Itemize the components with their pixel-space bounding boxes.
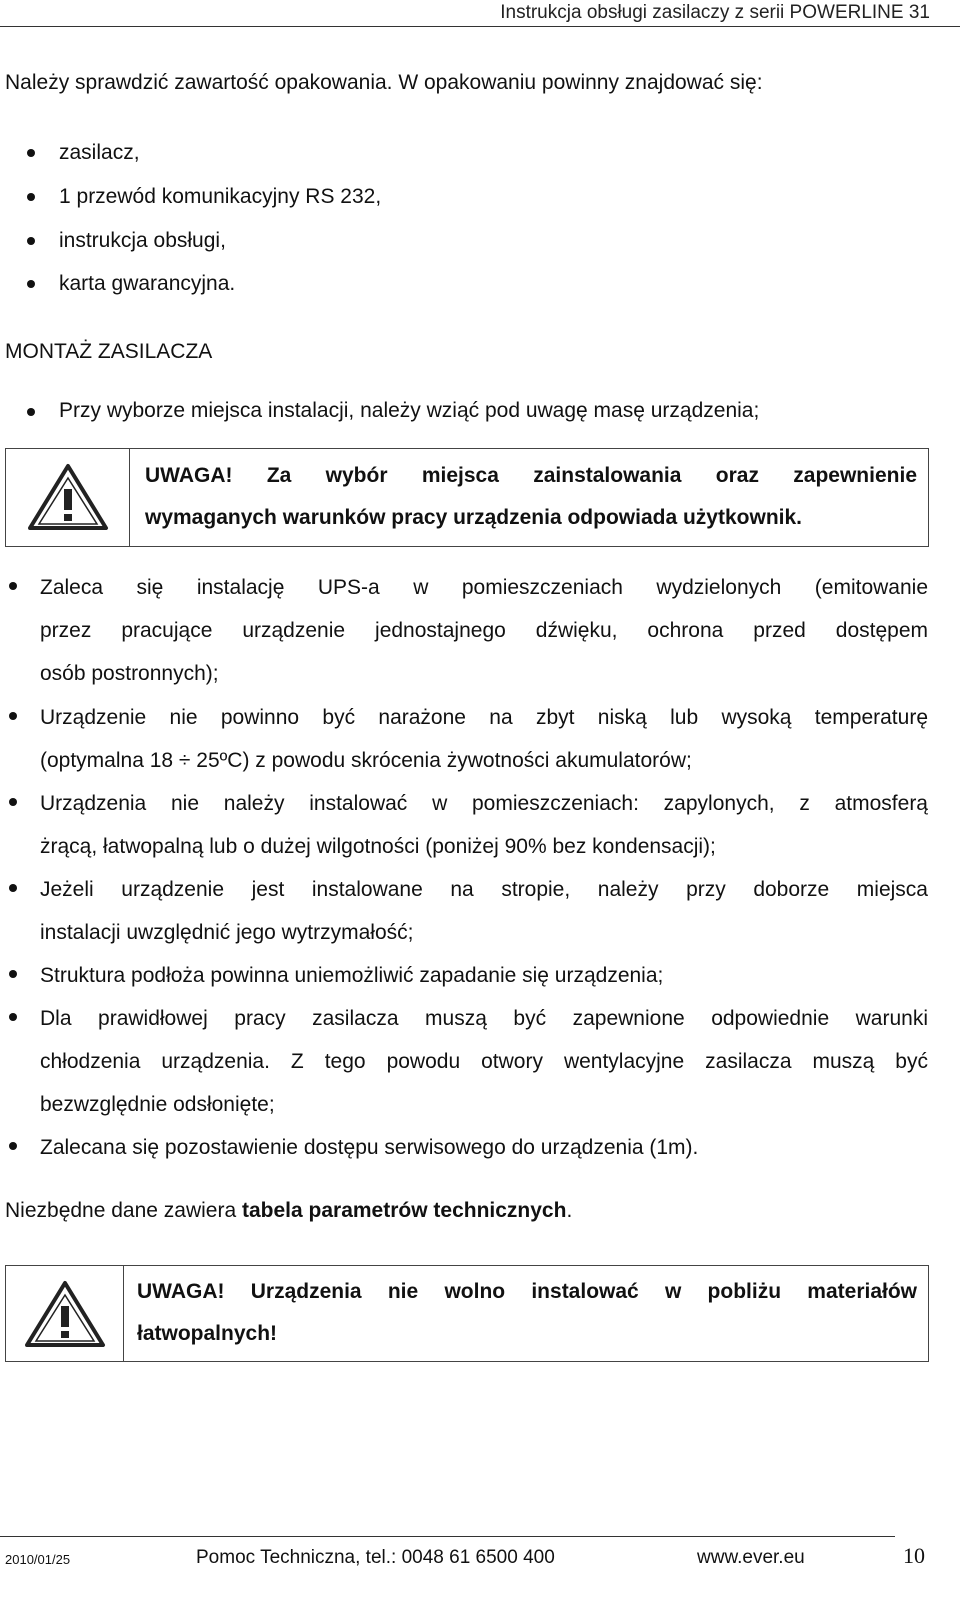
item-line: instalacji uwzględnić jego wytrzymałość; — [40, 921, 414, 944]
warning-icon-cell — [6, 1266, 124, 1361]
list-item — [40, 868, 928, 954]
bullet-icon — [9, 712, 17, 720]
list-item — [40, 782, 928, 868]
intro-text: Należy sprawdzić zawartość opakowania. W opakowaniu powinny znajdować się: — [5, 71, 763, 94]
section-title: MONTAŻ ZASILACZA — [5, 340, 213, 363]
bullet-icon — [9, 970, 17, 978]
note-bold: tabela parametrów technicznych — [242, 1199, 567, 1222]
bullet-icon — [9, 798, 17, 806]
list-item: karta gwarancyjna. — [59, 272, 236, 295]
bullet-icon — [27, 280, 35, 288]
footer-contact: Pomoc Techniczna, tel.: 0048 61 6500 400 — [196, 1547, 555, 1568]
warning-text — [145, 455, 917, 539]
page-number: 10 — [903, 1543, 925, 1568]
list-item — [40, 696, 928, 782]
warning-box — [5, 1265, 929, 1362]
item-line: przez pracujące urządzenie jednostajnego dźwięku, ochrona przed dostępem — [40, 619, 928, 642]
warning-line: łatwopalnych! — [137, 1322, 278, 1345]
item-line: Jeżeli urządzenie jest instalowane na stropie, należy przy doborze miejsca — [40, 878, 928, 901]
item-line: Zalecana się pozostawienie dostępu serwisowego do urządzenia (1m). — [40, 1136, 699, 1159]
item-line: bezwzględnie odsłonięte; — [40, 1093, 275, 1116]
warning-box — [5, 448, 929, 547]
item-line: osób postronnych); — [40, 662, 219, 685]
warning-line: UWAGA! Urządzenia nie wolno instalować w pobliżu materiałów — [137, 1280, 917, 1303]
list-item: zasilacz, — [59, 141, 140, 164]
mount-bullet-text: Przy wyborze miejsca instalacji, należy wziąć pod uwagę masę urządzenia; — [59, 399, 760, 422]
list-item — [40, 954, 928, 997]
bullet-icon — [9, 1013, 17, 1021]
item-line: żrącą, łatwopalną lub o dużej wilgotności (poniżej 90% bez kondensacji); — [40, 835, 716, 858]
item-line: Urządzenie nie powinno być narażone na zbyt niską lub wysoką temperaturę — [40, 706, 928, 729]
note-prefix: Niezbędne dane zawiera — [5, 1199, 242, 1222]
warning-text — [137, 1271, 917, 1355]
item-line: chłodzenia urządzenia. Z tego powodu otwory wentylacyjne zasilacza muszą być — [40, 1050, 928, 1073]
item-line: (optymalna 18 ÷ 25ºC) z powodu skrócenia żywotności akumulatorów; — [40, 749, 692, 772]
warning-icon-cell — [6, 449, 130, 546]
item-line: Dla prawidłowej pracy zasilacza muszą być zapewnione odpowiednie warunki — [40, 1007, 928, 1030]
warning-triangle-icon — [23, 1279, 107, 1349]
warning-triangle-icon — [26, 462, 110, 532]
bullet-icon — [9, 884, 17, 892]
bullet-icon — [9, 582, 17, 590]
note-text — [5, 1199, 572, 1223]
footer-date: 2010/01/25 — [5, 1552, 71, 1567]
list-item: 1 przewód komunikacyjny RS 232, — [59, 185, 382, 208]
warning-line: wymaganych warunków pracy urządzenia odpowiada użytkownik. — [145, 506, 802, 529]
list-item — [40, 566, 928, 695]
bullet-icon — [9, 1142, 17, 1150]
item-line: Urządzenia nie należy instalować w pomieszczeniach: zapylonych, z atmosferą — [40, 792, 928, 815]
list-item — [40, 997, 928, 1126]
bullet-icon — [27, 193, 35, 201]
item-line: Zaleca się instalację UPS-a w pomieszczeniach wydzielonych (emitowanie — [40, 576, 928, 599]
list-item — [40, 1126, 928, 1169]
list-item: instrukcja obsługi, — [59, 229, 226, 252]
footer-divider — [0, 1536, 895, 1537]
header-title: Instrukcja obsługi zasilaczy z serii POWERLINE 31 — [500, 2, 930, 23]
bullet-icon — [27, 408, 35, 416]
item-line: Struktura podłoża powinna uniemożliwić zapadanie się urządzenia; — [40, 964, 664, 987]
bullet-icon — [27, 149, 35, 157]
page-header — [0, 0, 960, 27]
bullet-icon — [27, 237, 35, 245]
footer-website: www.ever.eu — [697, 1547, 805, 1568]
warning-line: UWAGA! Za wybór miejsca zainstalowania oraz zapewnienie — [145, 464, 917, 487]
note-suffix: . — [566, 1199, 573, 1222]
